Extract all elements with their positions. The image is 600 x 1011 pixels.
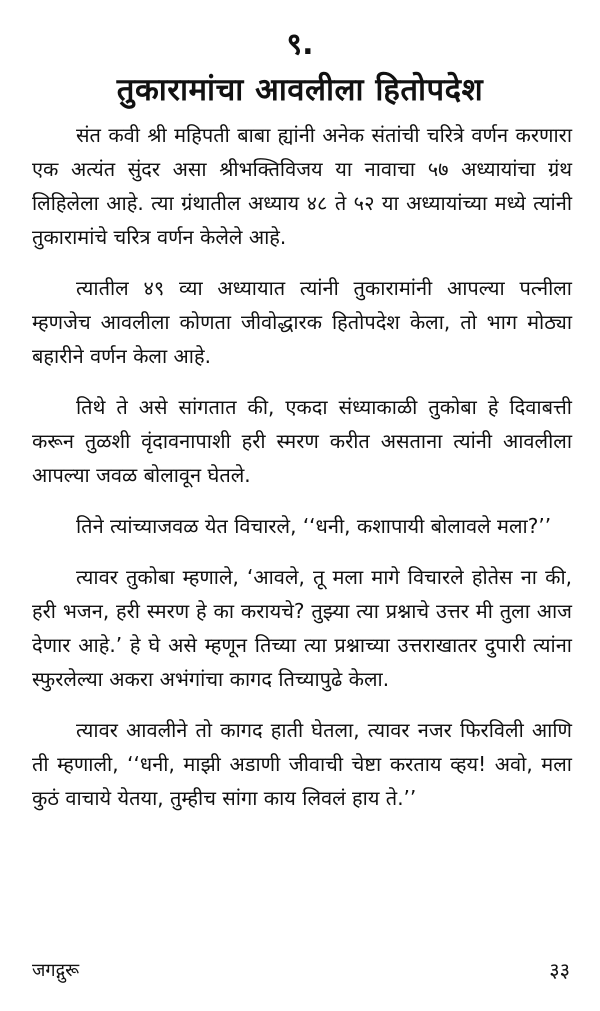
paragraph: त्यातील ४९ व्या अध्यायात त्यांनी तुकारामांनी आपल्या पत्नीला म्हणजेच आवलीला कोणता जीवोद्धारक हितोपदेश केला, तो भाग मोठ्या बहारीने वर्णन केला आहे. (32, 276, 572, 368)
paragraph: त्यावर आवलीने तो कागद हाती घेतला, त्यावर नजर फिरविली आणि ती म्हणाली, ‘‘धनी, माझी अडाणी जीवाची चेष्टा करताय व्हय! अवो, मला कुठं वाचाये येतया, तुम्हीच सांगा काय लिवलं हाय ते.’’ (32, 718, 572, 810)
paragraph: तिथे ते असे सांगतात की, एकदा संध्याकाळी तुकोबा हे दिवाबत्ती करून तुळशी वृंदावनापाशी हरी स्मरण करीत असताना त्यांनी आवलीला आपल्या जवळ बोलावून घेतले. (32, 395, 572, 487)
running-footer-book-name: जगद्गुरू (32, 960, 80, 981)
paragraph: तिने त्यांच्याजवळ येत विचारले, ‘‘धनी, कशापायी बोलावले मला?’’ (76, 514, 552, 538)
paragraph: संत कवी श्री महिपती बाबा ह्यांनी अनेक संतांची चरित्रे वर्णन करणारा एक अत्यंत सुंदर असा श्रीभक्तिविजय या नावाचा ५७ अध्यायांचा ग्रंथ लिहिलेला आहे. त्या ग्रंथातील अध्याय ४८ ते ५२ या अध्यायांच्या मध्ये त्यांनी तुकारामांचे चरित्र वर्णन केलेले आहे. (32, 123, 572, 249)
body-text (32, 118, 572, 832)
page-number: ३३ (549, 958, 570, 982)
chapter-number: ९. (286, 27, 314, 62)
paragraph: त्यावर तुकोबा म्हणाले, ‘आवले, तू मला मागे विचारले होतेस ना की, हरी भजन, हरी स्मरण हे का करायचे? तुझ्या त्या प्रश्नाचे उत्तर मी तुला आज देणार आहे.’ हे घे असे म्हणून तिच्या त्या प्रश्नाच्या उत्तराखातर दुपारी त्यांना स्फुरलेल्या अकरा अभंगांचा कागद तिच्यापुढे केला. (32, 565, 572, 691)
chapter-title: तुकारामांचा आवलीला हितोपदेश (116, 72, 484, 108)
